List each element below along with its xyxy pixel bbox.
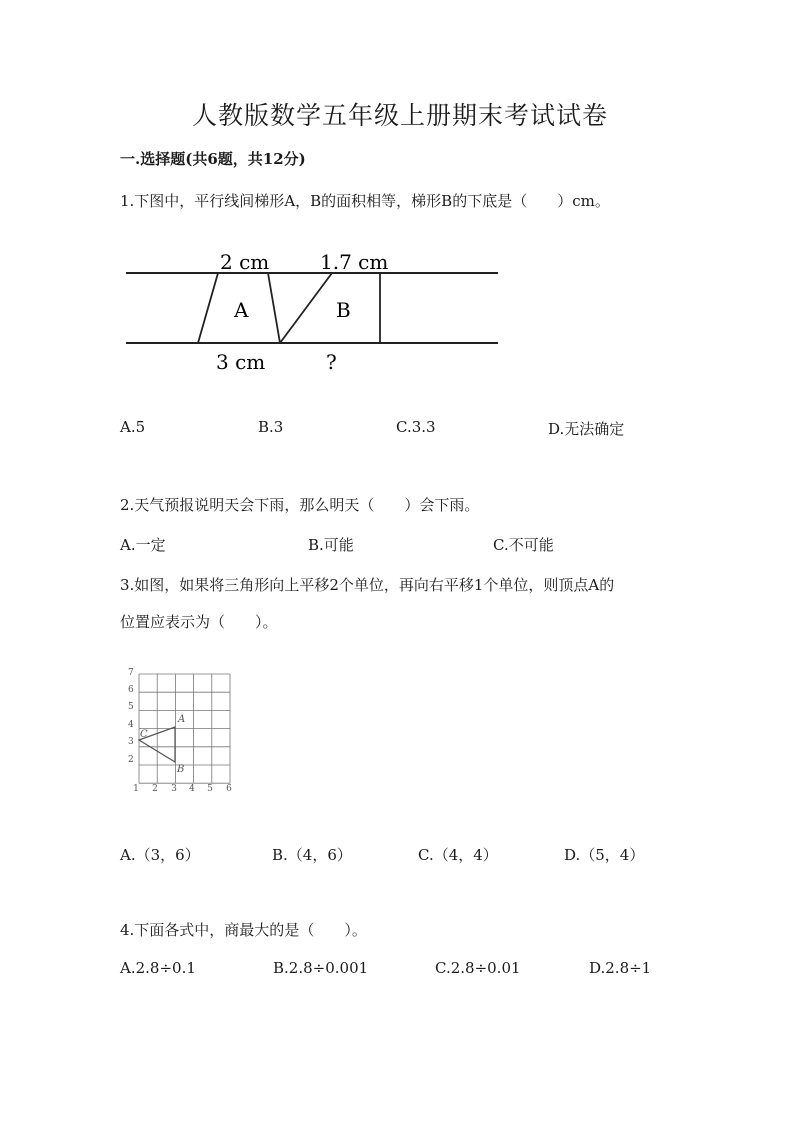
q4-option-d[interactable]: D.2.8÷1 bbox=[589, 959, 652, 977]
label-b: B bbox=[336, 298, 351, 322]
question-1-text: 1.下图中，平行线间梯形A，B的面积相等，梯形B的下底是（ ）cm。 bbox=[120, 192, 610, 210]
label-top-a: 2 cm bbox=[220, 250, 270, 274]
label-a: A bbox=[234, 298, 249, 322]
y-tick-7: 7 bbox=[128, 668, 134, 678]
vertex-c-label: C bbox=[140, 729, 148, 740]
q4-option-a[interactable]: A.2.8÷0.1 bbox=[120, 959, 196, 977]
question-3-text-line1: 3.如图，如果将三角形向上平移2个单位，再向右平移1个单位，则顶点A的 bbox=[120, 576, 615, 594]
section-heading: 一.选择题(共6题，共12分) bbox=[120, 150, 306, 168]
question-2-text: 2.天气预报说明天会下雨，那么明天（ ）会下雨。 bbox=[120, 496, 480, 514]
question-3-grid-figure bbox=[124, 664, 236, 794]
q2-option-c[interactable]: C.不可能 bbox=[493, 536, 554, 554]
y-tick-6: 6 bbox=[128, 685, 134, 695]
vertex-b-label: B bbox=[177, 764, 185, 775]
q3-option-c[interactable]: C.（4，4） bbox=[418, 846, 498, 864]
q4-option-b[interactable]: B.2.8÷0.001 bbox=[273, 959, 369, 977]
q3-option-a[interactable]: A.（3，6） bbox=[120, 846, 200, 864]
label-bottom-a: 3 cm bbox=[216, 350, 266, 374]
grid-lines bbox=[139, 674, 230, 783]
question-3-text-line2: 位置应表示为（ ）。 bbox=[120, 613, 278, 631]
q1-option-d[interactable]: D.无法确定 bbox=[548, 420, 625, 438]
label-bottom-b: ? bbox=[326, 350, 337, 374]
q3-option-d[interactable]: D.（5，4） bbox=[564, 846, 645, 864]
question-4-text: 4.下面各式中，商最大的是（ ）。 bbox=[120, 921, 367, 939]
page-title: 人教版数学五年级上册期末考试试卷 bbox=[191, 101, 608, 130]
vertex-a-label: A bbox=[178, 714, 186, 725]
trapezoid-b bbox=[280, 273, 380, 343]
question-1-figure bbox=[120, 245, 510, 380]
q2-option-a[interactable]: A.一定 bbox=[120, 536, 166, 554]
q1-option-b[interactable]: B.3 bbox=[258, 418, 284, 436]
label-top-b: 1.7 cm bbox=[320, 250, 389, 274]
y-tick-5: 5 bbox=[128, 702, 134, 712]
y-tick-4: 4 bbox=[128, 720, 134, 730]
x-tick-5: 5 bbox=[207, 784, 213, 794]
x-tick-1: 1 bbox=[133, 784, 139, 794]
y-tick-2: 2 bbox=[128, 755, 134, 765]
x-tick-2: 2 bbox=[152, 784, 158, 794]
y-tick-3: 3 bbox=[128, 737, 134, 747]
x-tick-6: 6 bbox=[226, 784, 232, 794]
x-tick-3: 3 bbox=[171, 784, 177, 794]
q4-option-c[interactable]: C.2.8÷0.01 bbox=[435, 959, 521, 977]
q3-option-b[interactable]: B.（4，6） bbox=[272, 846, 352, 864]
q1-option-c[interactable]: C.3.3 bbox=[396, 418, 436, 436]
q1-option-a[interactable]: A.5 bbox=[120, 418, 146, 436]
q2-option-b[interactable]: B.可能 bbox=[308, 536, 354, 554]
x-tick-4: 4 bbox=[189, 784, 195, 794]
